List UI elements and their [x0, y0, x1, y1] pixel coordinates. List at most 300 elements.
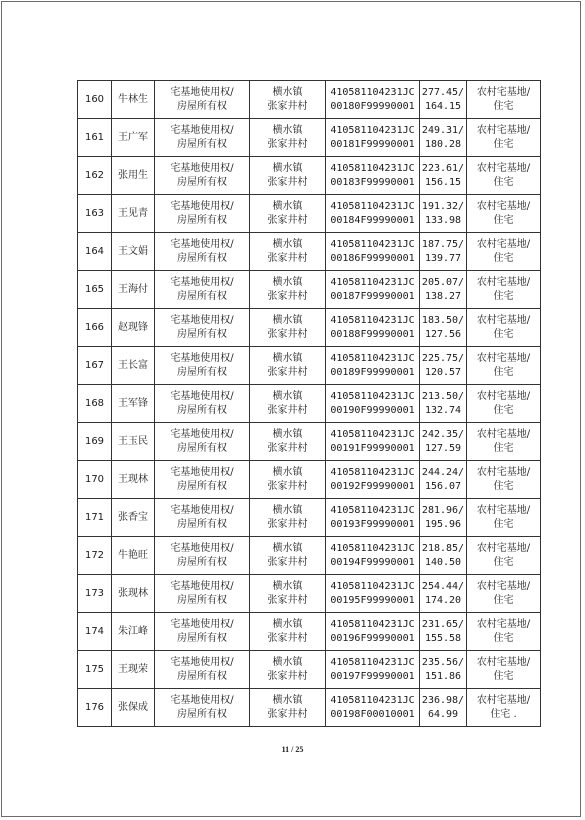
cell-right-type	[155, 651, 250, 689]
cell-area-line-2: 139.77	[424, 252, 462, 264]
cell-usage	[467, 689, 541, 727]
table-row	[78, 613, 541, 651]
cell-owner-name: 王文娟	[112, 233, 155, 271]
cell-area-line-1: 218.85/	[421, 542, 465, 554]
cell-location-line-2: 张家井村	[267, 100, 308, 112]
page-number: 11 / 25	[281, 745, 304, 754]
cell-location-line-2: 张家井村	[267, 290, 308, 302]
cell-property-code-line-1: 410581104231JC	[330, 504, 415, 516]
cell-right-type	[155, 385, 250, 423]
table-row	[78, 81, 541, 119]
cell-right-type-line-1: 宅基地使用权/	[170, 124, 234, 136]
cell-location	[250, 689, 326, 727]
cell-right-type-line-1: 宅基地使用权/	[170, 352, 234, 364]
cell-right-type-line-2: 房屋所有权	[177, 442, 227, 454]
cell-location	[250, 499, 326, 537]
cell-usage-line-1: 农村宅基地/	[476, 618, 531, 630]
cell-location-line-2: 张家井村	[267, 328, 308, 340]
cell-usage-line-1: 农村宅基地/	[476, 238, 531, 250]
cell-usage	[467, 461, 541, 499]
cell-area-line-1: 223.61/	[421, 162, 465, 174]
cell-location-line-1: 横水镇	[272, 314, 303, 326]
cell-location-line-1: 横水镇	[272, 694, 303, 706]
cell-number: 168	[78, 385, 112, 423]
cell-property-code-line-2: 00197F99990001	[330, 670, 415, 682]
cell-owner-name: 张现林	[112, 575, 155, 613]
cell-location	[250, 271, 326, 309]
cell-right-type-line-2: 房屋所有权	[177, 518, 227, 530]
cell-property-code-line-1: 410581104231JC	[330, 656, 415, 668]
cell-right-type-line-2: 房屋所有权	[177, 328, 227, 340]
cell-usage	[467, 423, 541, 461]
cell-property-code-line-1: 410581104231JC	[330, 238, 415, 250]
cell-right-type-line-2: 房屋所有权	[177, 366, 227, 378]
cell-property-code-line-2: 00186F99990001	[330, 252, 415, 264]
cell-right-type	[155, 81, 250, 119]
cell-area	[420, 385, 467, 423]
cell-number: 164	[78, 233, 112, 271]
cell-area-line-1: 254.44/	[421, 580, 465, 592]
cell-right-type	[155, 119, 250, 157]
cell-location-line-2: 张家井村	[267, 366, 308, 378]
cell-property-code	[326, 157, 420, 195]
cell-right-type-line-1: 宅基地使用权/	[170, 466, 234, 478]
cell-area-line-1: 213.50/	[421, 390, 465, 402]
cell-location-line-1: 横水镇	[272, 504, 303, 516]
cell-property-code	[326, 613, 420, 651]
cell-right-type-line-2: 房屋所有权	[177, 708, 227, 720]
cell-property-code	[326, 271, 420, 309]
cell-owner-name: 张保成	[112, 689, 155, 727]
cell-property-code	[326, 347, 420, 385]
cell-property-code-line-1: 410581104231JC	[330, 580, 415, 592]
cell-usage-line-2: 住宅	[493, 480, 514, 492]
cell-usage-line-2: 住宅	[493, 404, 514, 416]
cell-property-code	[326, 537, 420, 575]
cell-area	[420, 537, 467, 575]
cell-property-code	[326, 689, 420, 727]
cell-usage-line-1: 农村宅基地/	[476, 466, 531, 478]
cell-usage-line-2: 住宅	[493, 214, 514, 226]
cell-location	[250, 423, 326, 461]
table-row	[78, 651, 541, 689]
cell-area-line-2: 127.59	[424, 442, 462, 454]
cell-number: 169	[78, 423, 112, 461]
cell-usage	[467, 81, 541, 119]
cell-owner-name: 牛林生	[112, 81, 155, 119]
cell-property-code	[326, 423, 420, 461]
cell-area-line-2: 127.56	[424, 328, 462, 340]
cell-location	[250, 385, 326, 423]
cell-property-code-line-2: 00189F99990001	[330, 366, 415, 378]
cell-usage-line-2: 住宅	[493, 556, 514, 568]
cell-property-code-line-2: 00196F99990001	[330, 632, 415, 644]
cell-location	[250, 233, 326, 271]
cell-area	[420, 157, 467, 195]
cell-usage	[467, 195, 541, 233]
cell-usage-line-1: 农村宅基地/	[476, 504, 531, 516]
table-row	[78, 385, 541, 423]
cell-property-code	[326, 499, 420, 537]
cell-area	[420, 689, 467, 727]
cell-location-line-1: 横水镇	[272, 656, 303, 668]
cell-property-code	[326, 461, 420, 499]
property-records-table	[77, 80, 541, 727]
cell-number: 175	[78, 651, 112, 689]
cell-usage	[467, 309, 541, 347]
cell-usage-line-1: 农村宅基地/	[476, 352, 531, 364]
cell-property-code-line-2: 00194F99990001	[330, 556, 415, 568]
cell-property-code	[326, 651, 420, 689]
cell-location-line-2: 张家井村	[267, 632, 308, 644]
cell-usage-line-2: 住宅	[493, 670, 514, 682]
table-row	[78, 689, 541, 727]
cell-area-line-2: 138.27	[424, 290, 462, 302]
cell-right-type-line-1: 宅基地使用权/	[170, 276, 234, 288]
cell-area	[420, 651, 467, 689]
cell-area-line-2: 151.86	[424, 670, 462, 682]
cell-property-code-line-2: 00183F99990001	[330, 176, 415, 188]
cell-right-type-line-2: 房屋所有权	[177, 480, 227, 492]
cell-location-line-2: 张家井村	[267, 252, 308, 264]
cell-owner-name: 张用生	[112, 157, 155, 195]
cell-property-code	[326, 233, 420, 271]
cell-owner-name: 张香宝	[112, 499, 155, 537]
cell-right-type-line-2: 房屋所有权	[177, 670, 227, 682]
cell-area-line-1: 191.32/	[421, 200, 465, 212]
cell-owner-name: 王海付	[112, 271, 155, 309]
cell-area-line-2: 180.28	[424, 138, 462, 150]
cell-property-code	[326, 575, 420, 613]
cell-owner-name: 赵现锋	[112, 309, 155, 347]
table-body	[78, 81, 541, 727]
cell-property-code-line-1: 410581104231JC	[330, 618, 415, 630]
cell-location	[250, 651, 326, 689]
cell-property-code-line-1: 410581104231JC	[330, 314, 415, 326]
cell-right-type-line-1: 宅基地使用权/	[170, 580, 234, 592]
cell-area-line-2: 133.98	[424, 214, 462, 226]
cell-area	[420, 233, 467, 271]
cell-property-code-line-1: 410581104231JC	[330, 428, 415, 440]
cell-area	[420, 613, 467, 651]
cell-location-line-2: 张家井村	[267, 214, 308, 226]
cell-owner-name: 王现荣	[112, 651, 155, 689]
cell-location	[250, 613, 326, 651]
cell-usage-line-1: 农村宅基地/	[476, 314, 531, 326]
cell-location-line-1: 横水镇	[272, 276, 303, 288]
cell-property-code	[326, 309, 420, 347]
cell-usage-line-2: 住宅	[493, 252, 514, 264]
cell-property-code-line-1: 410581104231JC	[330, 466, 415, 478]
cell-usage-line-1: 农村宅基地/	[476, 86, 531, 98]
cell-right-type-line-1: 宅基地使用权/	[170, 618, 234, 630]
cell-usage-line-2: 住宅	[493, 328, 514, 340]
cell-location-line-2: 张家井村	[267, 404, 308, 416]
table-row	[78, 309, 541, 347]
cell-property-code-line-2: 00188F99990001	[330, 328, 415, 340]
cell-usage	[467, 385, 541, 423]
cell-usage	[467, 347, 541, 385]
cell-right-type-line-1: 宅基地使用权/	[170, 694, 234, 706]
cell-right-type-line-1: 宅基地使用权/	[170, 314, 234, 326]
cell-usage-line-2: 住宅 .	[490, 708, 517, 720]
cell-right-type-line-1: 宅基地使用权/	[170, 390, 234, 402]
cell-property-code-line-1: 410581104231JC	[330, 542, 415, 554]
cell-right-type-line-1: 宅基地使用权/	[170, 238, 234, 250]
cell-location-line-1: 横水镇	[272, 428, 303, 440]
cell-location-line-1: 横水镇	[272, 580, 303, 592]
cell-property-code	[326, 119, 420, 157]
cell-right-type-line-1: 宅基地使用权/	[170, 162, 234, 174]
cell-usage-line-1: 农村宅基地/	[476, 124, 531, 136]
cell-number: 170	[78, 461, 112, 499]
cell-property-code-line-1: 410581104231JC	[330, 390, 415, 402]
cell-location-line-1: 横水镇	[272, 162, 303, 174]
cell-owner-name: 朱江峰	[112, 613, 155, 651]
cell-location	[250, 461, 326, 499]
cell-usage-line-1: 农村宅基地/	[476, 276, 531, 288]
cell-location-line-1: 横水镇	[272, 390, 303, 402]
cell-right-type	[155, 347, 250, 385]
cell-location	[250, 309, 326, 347]
cell-right-type-line-1: 宅基地使用权/	[170, 200, 234, 212]
cell-usage-line-2: 住宅	[493, 442, 514, 454]
cell-right-type	[155, 233, 250, 271]
cell-property-code-line-2: 00181F99990001	[330, 138, 415, 150]
cell-right-type-line-2: 房屋所有权	[177, 594, 227, 606]
cell-usage-line-1: 农村宅基地/	[476, 542, 531, 554]
cell-location	[250, 195, 326, 233]
cell-right-type	[155, 157, 250, 195]
cell-owner-name: 王现林	[112, 461, 155, 499]
cell-area	[420, 309, 467, 347]
table-row	[78, 461, 541, 499]
cell-number: 165	[78, 271, 112, 309]
cell-area	[420, 347, 467, 385]
cell-right-type-line-2: 房屋所有权	[177, 214, 227, 226]
cell-usage	[467, 499, 541, 537]
cell-usage-line-2: 住宅	[493, 176, 514, 188]
cell-location-line-2: 张家井村	[267, 670, 308, 682]
cell-right-type-line-2: 房屋所有权	[177, 176, 227, 188]
cell-area-line-1: 225.75/	[421, 352, 465, 364]
table-row	[78, 423, 541, 461]
cell-property-code	[326, 195, 420, 233]
cell-location-line-2: 张家井村	[267, 138, 308, 150]
cell-property-code-line-2: 00190F99990001	[330, 404, 415, 416]
cell-area-line-1: 205.07/	[421, 276, 465, 288]
cell-property-code-line-2: 00195F99990001	[330, 594, 415, 606]
cell-usage	[467, 233, 541, 271]
cell-area-line-1: 183.50/	[421, 314, 465, 326]
cell-location-line-1: 横水镇	[272, 466, 303, 478]
cell-number: 174	[78, 613, 112, 651]
cell-location-line-2: 张家井村	[267, 594, 308, 606]
cell-usage	[467, 613, 541, 651]
cell-area-line-2: 156.15	[424, 176, 462, 188]
cell-area	[420, 81, 467, 119]
cell-usage-line-1: 农村宅基地/	[476, 162, 531, 174]
cell-usage	[467, 575, 541, 613]
cell-property-code-line-2: 00180F99990001	[330, 100, 415, 112]
cell-location	[250, 537, 326, 575]
cell-right-type-line-2: 房屋所有权	[177, 632, 227, 644]
cell-area-line-1: 235.56/	[421, 656, 465, 668]
cell-property-code	[326, 81, 420, 119]
cell-usage-line-2: 住宅	[493, 290, 514, 302]
cell-right-type	[155, 575, 250, 613]
cell-location	[250, 157, 326, 195]
table-row	[78, 499, 541, 537]
cell-number: 161	[78, 119, 112, 157]
cell-property-code-line-1: 410581104231JC	[330, 694, 415, 706]
cell-right-type	[155, 461, 250, 499]
cell-area-line-1: 244.24/	[421, 466, 465, 478]
cell-right-type-line-2: 房屋所有权	[177, 290, 227, 302]
cell-location-line-2: 张家井村	[267, 480, 308, 492]
cell-area	[420, 271, 467, 309]
cell-number: 176	[78, 689, 112, 727]
cell-owner-name: 王见青	[112, 195, 155, 233]
table-row	[78, 537, 541, 575]
cell-usage	[467, 119, 541, 157]
cell-number: 171	[78, 499, 112, 537]
cell-area-line-2: 195.96	[424, 518, 462, 530]
table-row	[78, 233, 541, 271]
cell-area-line-2: 155.58	[424, 632, 462, 644]
cell-usage-line-2: 住宅	[493, 518, 514, 530]
cell-location	[250, 575, 326, 613]
table-row	[78, 157, 541, 195]
cell-location-line-2: 张家井村	[267, 556, 308, 568]
cell-number: 173	[78, 575, 112, 613]
table-row	[78, 575, 541, 613]
table-row	[78, 119, 541, 157]
cell-area-line-1: 281.96/	[421, 504, 465, 516]
cell-property-code-line-1: 410581104231JC	[330, 124, 415, 136]
cell-right-type	[155, 271, 250, 309]
cell-property-code-line-2: 00191F99990001	[330, 442, 415, 454]
cell-location	[250, 81, 326, 119]
cell-right-type	[155, 689, 250, 727]
cell-owner-name: 王广军	[112, 119, 155, 157]
cell-area-line-2: 164.15	[424, 100, 462, 112]
cell-property-code	[326, 385, 420, 423]
cell-number: 160	[78, 81, 112, 119]
cell-right-type-line-2: 房屋所有权	[177, 252, 227, 264]
cell-usage	[467, 157, 541, 195]
cell-property-code-line-2: 00198F00010001	[330, 708, 415, 720]
cell-area	[420, 461, 467, 499]
cell-property-code-line-1: 410581104231JC	[330, 352, 415, 364]
cell-owner-name: 王玉民	[112, 423, 155, 461]
cell-area	[420, 499, 467, 537]
cell-usage	[467, 271, 541, 309]
cell-property-code-line-1: 410581104231JC	[330, 276, 415, 288]
cell-right-type-line-2: 房屋所有权	[177, 556, 227, 568]
cell-area	[420, 195, 467, 233]
cell-right-type-line-1: 宅基地使用权/	[170, 86, 234, 98]
cell-usage-line-1: 农村宅基地/	[476, 200, 531, 212]
cell-number: 166	[78, 309, 112, 347]
cell-number: 163	[78, 195, 112, 233]
cell-area	[420, 423, 467, 461]
cell-area-line-1: 277.45/	[421, 86, 465, 98]
cell-owner-name: 牛艳旺	[112, 537, 155, 575]
cell-right-type-line-1: 宅基地使用权/	[170, 504, 234, 516]
cell-location-line-1: 横水镇	[272, 618, 303, 630]
cell-property-code-line-1: 410581104231JC	[330, 162, 415, 174]
cell-area-line-1: 187.75/	[421, 238, 465, 250]
cell-area	[420, 575, 467, 613]
cell-owner-name: 王长富	[112, 347, 155, 385]
cell-location-line-1: 横水镇	[272, 86, 303, 98]
cell-location-line-2: 张家井村	[267, 708, 308, 720]
cell-usage-line-2: 住宅	[493, 632, 514, 644]
cell-number: 162	[78, 157, 112, 195]
cell-location-line-2: 张家井村	[267, 442, 308, 454]
cell-right-type-line-2: 房屋所有权	[177, 100, 227, 112]
cell-location	[250, 119, 326, 157]
cell-usage-line-1: 农村宅基地/	[476, 428, 531, 440]
cell-usage-line-1: 农村宅基地/	[476, 656, 531, 668]
cell-area	[420, 119, 467, 157]
cell-location-line-2: 张家井村	[267, 518, 308, 530]
cell-property-code-line-1: 410581104231JC	[330, 86, 415, 98]
cell-right-type	[155, 195, 250, 233]
cell-area-line-1: 242.35/	[421, 428, 465, 440]
cell-right-type	[155, 537, 250, 575]
cell-right-type	[155, 499, 250, 537]
cell-area-line-2: 174.20	[424, 594, 462, 606]
cell-area-line-2: 64.99	[427, 708, 459, 720]
cell-location-line-1: 横水镇	[272, 238, 303, 250]
cell-property-code-line-2: 00193F99990001	[330, 518, 415, 530]
cell-location-line-2: 张家井村	[267, 176, 308, 188]
cell-property-code-line-2: 00184F99990001	[330, 214, 415, 226]
table-row	[78, 347, 541, 385]
cell-location-line-1: 横水镇	[272, 352, 303, 364]
cell-usage-line-1: 农村宅基地/	[476, 694, 531, 706]
cell-location-line-1: 横水镇	[272, 124, 303, 136]
cell-number: 167	[78, 347, 112, 385]
cell-location-line-1: 横水镇	[272, 542, 303, 554]
cell-owner-name: 王军锋	[112, 385, 155, 423]
cell-property-code-line-1: 410581104231JC	[330, 200, 415, 212]
cell-usage-line-2: 住宅	[493, 100, 514, 112]
table-row	[78, 271, 541, 309]
cell-area-line-2: 132.74	[424, 404, 462, 416]
cell-right-type	[155, 309, 250, 347]
cell-usage	[467, 651, 541, 689]
cell-area-line-1: 231.65/	[421, 618, 465, 630]
cell-usage-line-1: 农村宅基地/	[476, 390, 531, 402]
cell-location-line-1: 横水镇	[272, 200, 303, 212]
cell-right-type-line-2: 房屋所有权	[177, 404, 227, 416]
cell-property-code-line-2: 00187F99990001	[330, 290, 415, 302]
cell-right-type	[155, 613, 250, 651]
cell-area-line-2: 140.50	[424, 556, 462, 568]
cell-right-type-line-1: 宅基地使用权/	[170, 428, 234, 440]
cell-usage	[467, 537, 541, 575]
cell-usage-line-2: 住宅	[493, 594, 514, 606]
cell-right-type-line-1: 宅基地使用权/	[170, 542, 234, 554]
cell-location	[250, 347, 326, 385]
cell-area-line-1: 249.31/	[421, 124, 465, 136]
cell-number: 172	[78, 537, 112, 575]
cell-area-line-2: 156.07	[424, 480, 462, 492]
cell-right-type	[155, 423, 250, 461]
